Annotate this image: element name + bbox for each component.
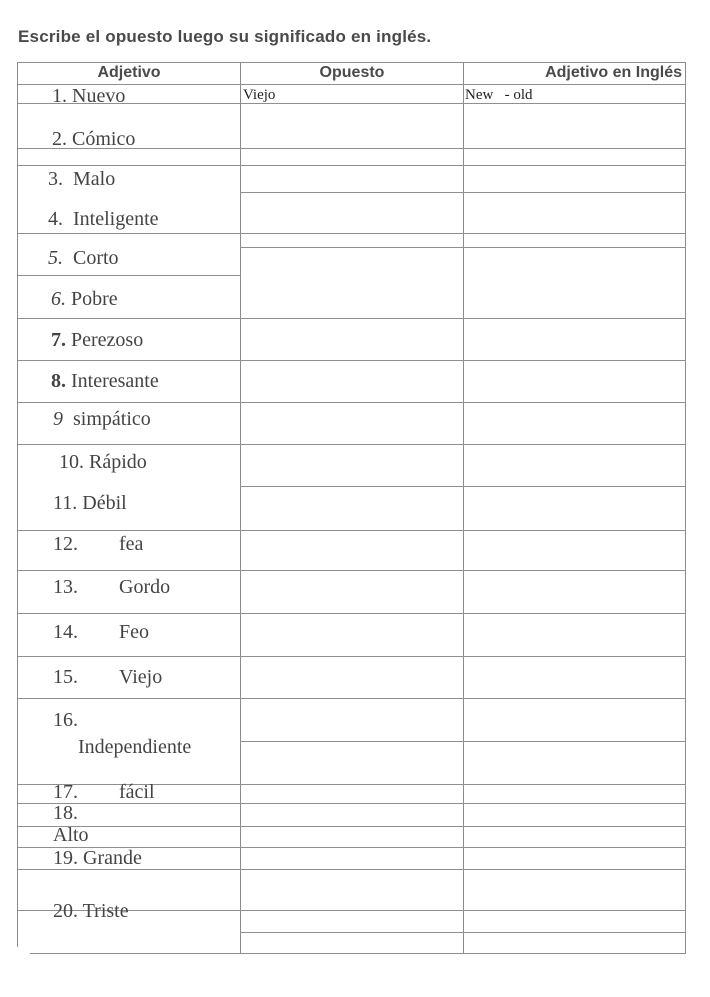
table-row-1-ingles[interactable]: New - old (465, 87, 533, 103)
row-word: Inteligente (73, 208, 159, 230)
grid-line-col2 (463, 62, 464, 954)
grid-line (17, 360, 686, 361)
grid-line (17, 698, 686, 699)
row-word: Viejo (119, 666, 163, 688)
grid-line (17, 233, 686, 234)
table-row-5-adjetivo (48, 247, 119, 270)
row-number: 19. (53, 847, 78, 869)
row-number: 11. (53, 492, 78, 514)
row-word: Pobre (71, 288, 118, 310)
header-ingles: Adjetivo en Inglés (545, 64, 682, 81)
grid-line-left (17, 62, 18, 947)
table-row-19-adjetivo (53, 847, 142, 870)
grid-line (17, 570, 686, 571)
row-word: simpático (73, 408, 151, 430)
row-word: Malo (73, 168, 116, 190)
table-row-1-adjetivo (52, 85, 125, 108)
table-row-12-adjetivo (53, 533, 143, 556)
row-word: Corto (73, 247, 119, 269)
header-adjetivo: Adjetivo (97, 64, 161, 81)
grid-line-right (685, 62, 686, 954)
row-number: 13. (53, 576, 78, 598)
row-number: 15. (53, 666, 78, 688)
table-row-4-adjetivo (48, 208, 159, 231)
table-row-6-adjetivo (51, 288, 118, 311)
grid-line (17, 318, 686, 319)
row-number: 8. (51, 370, 66, 392)
table-row-11-adjetivo (53, 492, 127, 515)
header-opuesto: Opuesto (319, 64, 385, 81)
grid-line (17, 613, 686, 614)
table-row-18-word: Alto (53, 824, 89, 846)
table-row-15-adjetivo (53, 666, 162, 689)
row-word: Feo (119, 621, 149, 643)
row-word: Débil (82, 492, 127, 514)
grid-line (240, 247, 686, 248)
grid-line (17, 444, 686, 445)
table-row-9-adjetivo (53, 408, 151, 431)
grid-line (17, 402, 686, 403)
row-word: Rápido (89, 451, 147, 473)
table-row-16-number: 16. (53, 709, 78, 731)
grid-line (240, 192, 686, 193)
row-number: 12. (53, 533, 78, 555)
row-number: 9 (53, 408, 63, 430)
table-row-2-adjetivo (52, 128, 135, 151)
row-number: 4. (48, 208, 63, 230)
row-number: 6. (51, 288, 66, 310)
table-row-18-number: 18. (53, 802, 78, 824)
row-number: 7. (51, 329, 66, 351)
table-row-16-word: Independiente (78, 736, 192, 758)
row-number: 17. (53, 781, 78, 803)
instruction-title: Escribe el opuesto luego su significado en inglés. (18, 27, 432, 46)
row-number: 5. (48, 247, 63, 269)
grid-line (17, 165, 686, 166)
grid-line-col1 (240, 62, 241, 954)
grid-line (17, 826, 686, 827)
row-word: fea (119, 533, 144, 555)
grid-line (240, 741, 686, 742)
row-number: 10. (59, 451, 84, 473)
row-number: 3. (48, 168, 63, 190)
grid-line (240, 486, 686, 487)
row-word: Triste (82, 900, 129, 922)
row-word: fácil (119, 781, 155, 803)
table-row-17-adjetivo (53, 781, 155, 804)
table-row-8-adjetivo (51, 370, 159, 393)
grid-line (17, 530, 686, 531)
row-number: 2. (52, 128, 67, 150)
row-word: Interesante (71, 370, 159, 392)
grid-line (17, 656, 686, 657)
table-row-7-adjetivo (51, 329, 143, 352)
grid-line (17, 275, 241, 276)
grid-line-bottom (30, 953, 686, 954)
grid-line (240, 932, 686, 933)
row-number: 14. (53, 621, 78, 643)
table-row-13-adjetivo (53, 576, 170, 599)
table-row-20-adjetivo (53, 900, 129, 923)
row-word: Gordo (119, 576, 171, 598)
grid-line-top (17, 62, 686, 63)
table-row-1-opuesto[interactable]: Viejo (243, 87, 276, 103)
table-row-14-adjetivo (53, 621, 149, 644)
table-row-3-adjetivo (48, 168, 115, 191)
row-number: 20. (53, 900, 78, 922)
row-number: 1. (52, 85, 67, 107)
table-row-10-adjetivo (59, 451, 147, 474)
row-word: Perezoso (71, 329, 144, 351)
row-word: Nuevo (72, 85, 126, 107)
row-word: Cómico (72, 128, 136, 150)
row-word: Grande (83, 847, 142, 869)
